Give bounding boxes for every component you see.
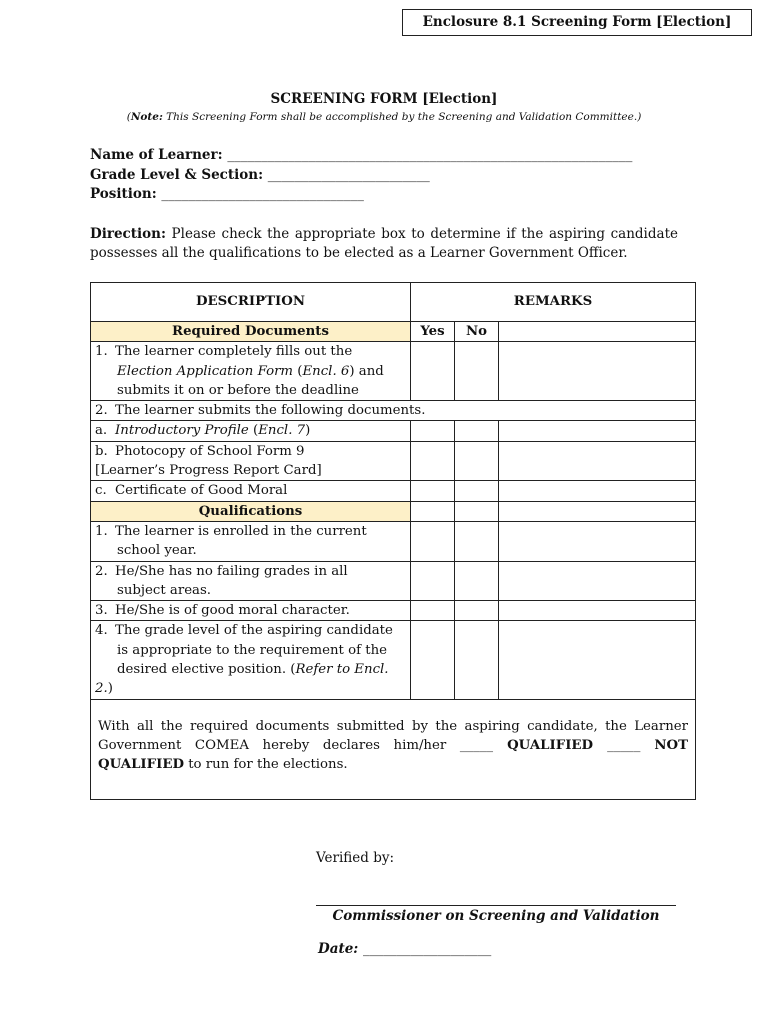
doc1-encl: Encl. 6 xyxy=(302,363,350,379)
q1-remarks-cell[interactable] xyxy=(499,521,696,561)
date-field xyxy=(318,941,491,957)
doc2a-encl: Encl. 7 xyxy=(258,423,306,439)
q3-description xyxy=(91,601,411,621)
doc2c-letter: c. xyxy=(95,483,107,499)
declaration-row xyxy=(91,699,696,799)
doc2a-description xyxy=(91,421,411,441)
required-documents-heading: Required Documents xyxy=(91,322,411,342)
grade-level-section-line: ________________________ xyxy=(267,167,430,183)
description-header: DESCRIPTION xyxy=(91,283,411,322)
remarks-header: REMARKS xyxy=(411,283,696,322)
doc2a-remarks-cell[interactable] xyxy=(499,421,696,441)
q2-remarks-cell[interactable] xyxy=(499,561,696,601)
enclosure-label: Enclosure 8.1 Screening Form [Election] xyxy=(402,9,752,36)
doc2b-line1: Photocopy of School Form 9 xyxy=(115,443,305,459)
q1-line1: The learner is enrolled in the current xyxy=(115,523,367,539)
table-row xyxy=(91,342,696,401)
q2-description xyxy=(91,561,411,601)
doc1-line3: submits it on or before the deadline xyxy=(117,382,359,398)
doc1-number: 1. xyxy=(95,344,108,360)
table-row xyxy=(91,401,696,421)
no-column-header: No xyxy=(455,322,499,342)
doc1-remarks-cell[interactable] xyxy=(499,342,696,401)
doc2c-description xyxy=(91,481,411,501)
q3-remarks-cell[interactable] xyxy=(499,601,696,621)
declaration-part2: to run for the elections. xyxy=(183,757,348,773)
doc2c-remarks-cell[interactable] xyxy=(499,481,696,501)
doc1-paren-open: ( xyxy=(293,363,303,379)
form-title: SCREENING FORM [Election] xyxy=(270,91,498,107)
doc2-description xyxy=(91,401,696,421)
doc1-form-name: Election Application Form xyxy=(117,363,294,379)
qualifications-heading: Qualifications xyxy=(91,501,411,521)
verified-by-label: Verified by: xyxy=(316,850,395,866)
position-label: Position: xyxy=(90,186,157,202)
date-label: Date: xyxy=(318,941,359,957)
doc2a-paren-open: ( xyxy=(248,423,259,439)
q1-line2: school year. xyxy=(117,543,197,559)
remarks-blank-cell xyxy=(499,322,696,342)
not-qualified-blank[interactable]: _____ xyxy=(607,737,641,753)
grade-level-section-field xyxy=(90,167,430,183)
q3-yes-checkbox[interactable] xyxy=(411,601,455,621)
doc2b-yes-checkbox[interactable] xyxy=(411,441,455,481)
q2-no-checkbox[interactable] xyxy=(455,561,499,601)
signature-line[interactable] xyxy=(316,905,676,906)
q4-line2: is appropriate to the requirement of the xyxy=(117,642,388,658)
table-row xyxy=(91,601,696,621)
note-label: Note: xyxy=(130,111,163,123)
q1-description xyxy=(91,521,411,561)
commissioner-title: Commissioner on Screening and Validation xyxy=(332,908,660,924)
q3-text: He/She is of good moral character. xyxy=(115,603,350,619)
doc2b-line2: [Learner’s Progress Report Card] xyxy=(95,463,322,479)
table-row xyxy=(91,481,696,501)
q3-number: 3. xyxy=(95,603,108,619)
q4-close: ) xyxy=(107,681,113,697)
doc2b-no-checkbox[interactable] xyxy=(455,441,499,481)
name-of-learner-label: Name of Learner: xyxy=(90,147,223,163)
q4-description xyxy=(91,621,411,699)
yes-column-header: Yes xyxy=(411,322,455,342)
q2-number: 2. xyxy=(95,563,108,579)
q2-yes-checkbox[interactable] xyxy=(411,561,455,601)
q1-no-checkbox[interactable] xyxy=(455,521,499,561)
doc2-text: The learner submits the following documents. xyxy=(115,403,426,419)
doc2a-paren-close: ) xyxy=(305,423,311,439)
q1-number: 1. xyxy=(95,523,108,539)
doc1-no-checkbox[interactable] xyxy=(455,342,499,401)
qualified-label: QUALIFIED xyxy=(493,737,608,753)
q2-line1: He/She has no failing grades in all xyxy=(115,563,348,579)
q4-no-checkbox[interactable] xyxy=(455,621,499,699)
q4-yes-checkbox[interactable] xyxy=(411,621,455,699)
doc2b-remarks-cell[interactable] xyxy=(499,441,696,481)
q4-line3: desired elective position. ( xyxy=(117,662,296,678)
table-row xyxy=(91,521,696,561)
doc1-line1: The learner completely fills out the xyxy=(115,344,353,360)
table-row xyxy=(91,421,696,441)
date-line[interactable]: ___________________ xyxy=(362,941,492,957)
direction-label: Direction: xyxy=(90,226,166,242)
qualifications-yes-blank xyxy=(411,501,455,521)
qualified-blank[interactable]: _____ xyxy=(459,737,494,753)
doc2a-no-checkbox[interactable] xyxy=(455,421,499,441)
name-of-learner-field xyxy=(90,147,632,163)
q1-yes-checkbox[interactable] xyxy=(411,521,455,561)
doc2b-description xyxy=(91,441,411,481)
q4-refer: Refer to Encl. 2. xyxy=(95,662,389,697)
q4-line1: The grade level of the aspiring candidate xyxy=(115,623,393,639)
qualifications-remarks-blank xyxy=(499,501,696,521)
table-row xyxy=(91,441,696,481)
screening-table xyxy=(90,282,696,800)
note-open: ( xyxy=(126,111,131,123)
doc2-number: 2. xyxy=(95,403,108,419)
q4-remarks-cell[interactable] xyxy=(499,621,696,699)
position-line: ______________________________ xyxy=(161,186,364,202)
table-row xyxy=(91,561,696,601)
declaration-part1: With all the required documents submitted by the aspiring candidate, the Learner Government COMEA hereby declares him/her xyxy=(98,718,689,753)
q3-no-checkbox[interactable] xyxy=(455,601,499,621)
name-of-learner-line: ____________________________________________________________ xyxy=(227,147,633,163)
note-text: This Screening Form shall be accomplished by the Screening and Validation Committee.) xyxy=(162,111,642,123)
qualifications-row xyxy=(91,501,696,521)
doc2a-letter: a. xyxy=(95,423,108,439)
position-field xyxy=(90,186,364,202)
doc1-yes-checkbox[interactable] xyxy=(411,342,455,401)
doc2c-no-checkbox[interactable] xyxy=(455,481,499,501)
doc2b-letter: b. xyxy=(95,443,108,459)
doc2c-text: Certificate of Good Moral xyxy=(115,483,288,499)
required-documents-row xyxy=(91,322,696,342)
doc1-description xyxy=(91,342,411,401)
q4-number: 4. xyxy=(95,623,108,639)
q2-line2: subject areas. xyxy=(117,582,212,598)
declaration-cell xyxy=(91,699,696,799)
not-qualified-label: NOT QUALIFIED xyxy=(98,737,689,773)
form-note xyxy=(0,111,768,123)
direction-paragraph xyxy=(90,225,678,263)
header-row xyxy=(91,283,696,322)
doc2a-yes-checkbox[interactable] xyxy=(411,421,455,441)
table-row xyxy=(91,621,696,699)
grade-level-section-label: Grade Level & Section: xyxy=(90,167,264,183)
doc2a-name: Introductory Profile xyxy=(115,423,249,439)
doc1-after: ) and xyxy=(349,363,384,379)
direction-text: Please check the appropriate box to determine if the aspiring candidate possesses all the qualifications to be elected as a Learner Government Officer. xyxy=(90,226,678,261)
doc2c-yes-checkbox[interactable] xyxy=(411,481,455,501)
qualifications-no-blank xyxy=(455,501,499,521)
